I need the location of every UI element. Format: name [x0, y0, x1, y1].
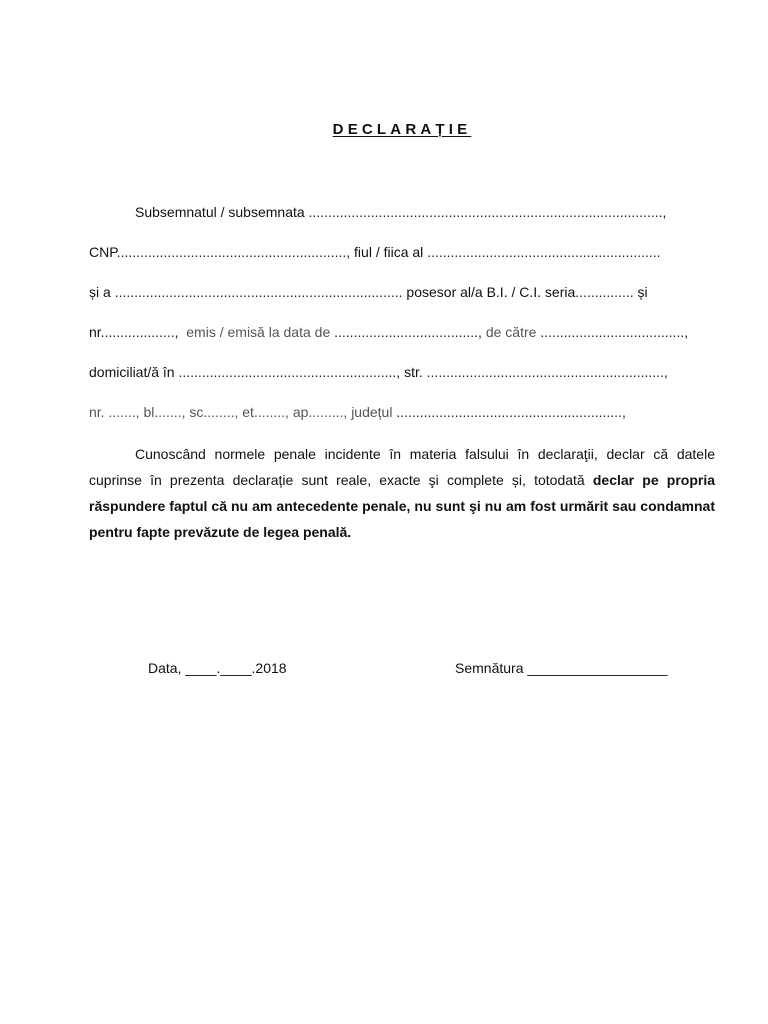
- field-line-address-details: [89, 403, 716, 421]
- field-label: de către: [485, 324, 537, 340]
- date-field[interactable]: Data, ____.____.2018: [148, 660, 287, 676]
- declaration-paragraph: [89, 441, 715, 545]
- field-fill[interactable]: ..........................................................................: [114, 284, 403, 300]
- document-title: DECLARAȚIE: [332, 121, 472, 138]
- field-fill[interactable]: ..................,: [104, 324, 179, 340]
- field-fill[interactable]: ...........................................................,: [116, 244, 351, 260]
- field-fill[interactable]: ........................................................,: [178, 364, 401, 380]
- field-fill[interactable]: ..........................................................,: [396, 404, 626, 420]
- field-line-name: [89, 203, 716, 221]
- field-fill[interactable]: .....................................,: [540, 324, 689, 340]
- field-label: și a: [89, 284, 111, 300]
- field-fill[interactable]: ...............: [575, 284, 634, 300]
- field-line-mother: [89, 283, 716, 301]
- field-label: Subsemnatul / subsemnata: [135, 204, 305, 220]
- field-label: CNP: [89, 244, 117, 260]
- signature-field[interactable]: Semnătura __________________: [455, 660, 668, 676]
- field-line-cnp: [89, 243, 716, 261]
- field-fill[interactable]: ...........................................................................................,: [308, 204, 667, 220]
- field-label: și: [637, 284, 648, 300]
- field-fill[interactable]: .............................................................,: [426, 364, 668, 380]
- field-fill[interactable]: .....................................,: [334, 324, 482, 340]
- field-line-id-number: [89, 323, 716, 341]
- field-label: str.: [404, 364, 423, 380]
- field-label: nr. ......., bl......., sc........, et........, ap........., județul: [89, 404, 393, 420]
- declaration-bold-text: declar pe propria răspundere faptul că nu am antecedente penale, nu sunt şi nu am fost urmărit sau condamnat pentru fapte prevăzute de legea penală.: [89, 472, 716, 540]
- field-label: emis / emisă la data de: [186, 324, 331, 340]
- declaration-text: Cunoscând normele penale incidente în materia falsului în declaraţii, declar că datele cuprinse în prezenta declarație sunt reale, exacte şi complete și, totodată: [89, 446, 715, 488]
- field-fill[interactable]: ............................................................: [427, 244, 661, 260]
- field-label: nr.: [89, 324, 105, 340]
- field-label: fiul / fiica al: [354, 244, 424, 260]
- field-label: posesor al/a B.I. / C.I. seria: [406, 284, 576, 300]
- field-label: domiciliat/ă în: [89, 364, 175, 380]
- field-line-address: [89, 363, 716, 381]
